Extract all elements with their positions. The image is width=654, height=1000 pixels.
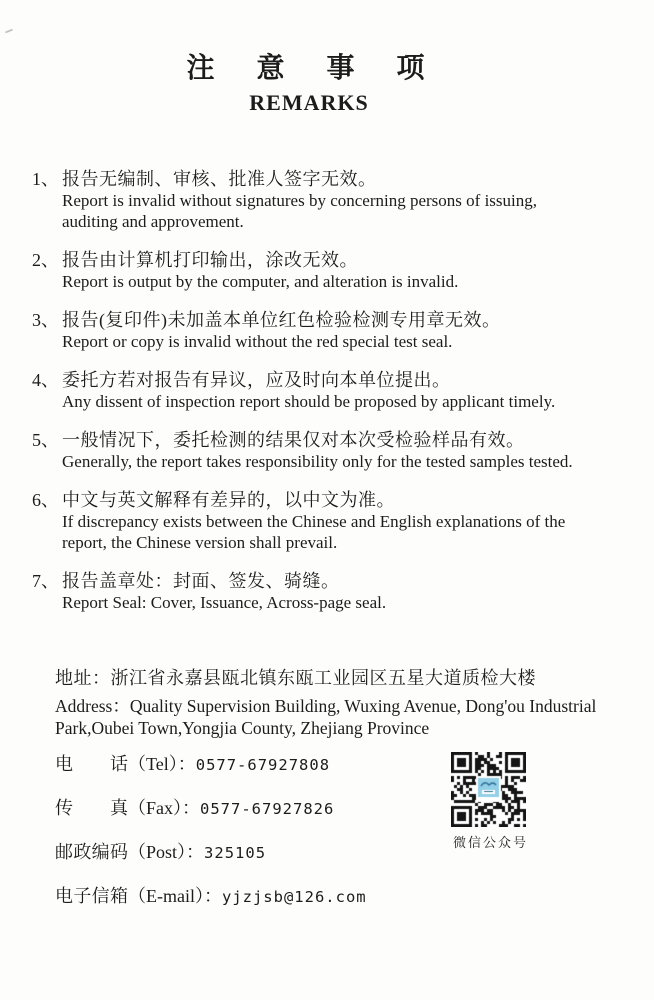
remark-item-6 <box>32 489 638 553</box>
remark-number: 4、 <box>32 370 59 390</box>
remark-number: 5、 <box>32 430 59 450</box>
remark-english-text: report, the Chinese version shall prevail. <box>62 533 338 552</box>
remark-chinese-text: 一般情况下，委托检测的结果仅对本次受检验样品有效。 <box>62 430 525 450</box>
remark-english-text: Any dissent of inspection report should be proposed by applicant timely. <box>62 392 556 411</box>
fax-number: 0577-67927826 <box>200 800 335 818</box>
scan-artifact <box>5 29 13 34</box>
address-english: Address：Quality Supervision Building, Wuxing Avenue, Dong'ou Industrial <box>55 696 597 716</box>
address-english: Park,Oubei Town,Yongjia County, Zhejiang Province <box>55 718 430 738</box>
remark-chinese-text: 报告盖章处：封面、签发、骑缝。 <box>62 571 340 591</box>
telephone-number: 0577-67927808 <box>195 756 331 774</box>
remark-item-4 <box>32 369 638 412</box>
contact-info <box>55 753 445 929</box>
remark-english-text: Generally, the report takes responsibility only for the tested samples tested. <box>62 452 573 471</box>
email-tag: （E-mail）： <box>128 886 222 906</box>
postcode-row <box>55 841 445 864</box>
email-address: yjzjsb@126.com <box>221 888 367 906</box>
telephone-tag: （Tel）： <box>128 754 196 774</box>
fax-label: 传真 <box>55 798 128 818</box>
telephone-row <box>55 753 445 776</box>
remark-number: 7、 <box>32 571 59 591</box>
wechat-qr-block <box>451 752 535 851</box>
remark-item-1 <box>32 168 638 232</box>
remark-number: 2、 <box>32 250 59 270</box>
address-chinese: 地址：浙江省永嘉县瓯北镇东瓯工业园区五星大道质检大楼 <box>55 668 536 688</box>
address-block <box>55 666 630 739</box>
remark-item-5 <box>32 429 638 472</box>
remark-item-3 <box>32 309 638 352</box>
page-title-english: REMARKS <box>249 90 369 115</box>
fax-row <box>55 797 445 820</box>
remark-item-7 <box>32 570 638 613</box>
remark-english-text: Report Seal: Cover, Issuance, Across-page seal. <box>62 593 387 612</box>
postcode-label: 邮政编码 <box>55 842 128 862</box>
wechat-qr-code-icon <box>451 752 526 827</box>
wechat-qr-caption: 微信公众号 <box>453 835 529 850</box>
remark-english-text: Report is output by the computer, and alteration is invalid. <box>62 272 459 291</box>
remark-english-text: Report or copy is invalid without the red special test seal. <box>62 332 453 351</box>
telephone-label: 电话 <box>55 754 128 774</box>
remark-chinese-text: 委托方若对报告有异议，应及时向本单位提出。 <box>62 370 451 390</box>
postcode-tag: （Post）： <box>128 842 205 862</box>
remark-number: 1、 <box>32 169 59 189</box>
remark-chinese-text: 报告由计算机打印输出，涂改无效。 <box>62 250 358 270</box>
fax-tag: （Fax）： <box>128 798 200 818</box>
email-label: 电子信箱 <box>55 886 128 906</box>
remark-chinese-text: 报告(复印件)未加盖本单位红色检验检测专用章无效。 <box>62 310 501 330</box>
remarks-list <box>32 168 638 630</box>
remark-chinese-text: 报告无编制、审核、批准人签字无效。 <box>62 169 377 189</box>
remark-number: 3、 <box>32 310 59 330</box>
remark-number: 6、 <box>32 490 59 510</box>
remark-english-text: Report is invalid without signatures by concerning persons of issuing, <box>62 191 537 210</box>
remark-chinese-text: 中文与英文解释有差异的，以中文为准。 <box>62 490 395 510</box>
remark-english-text: If discrepancy exists between the Chinese and English explanations of the <box>62 512 566 531</box>
page-title-chinese: 注 意 事 项 <box>186 53 432 84</box>
email-row <box>55 885 445 908</box>
postcode-value: 325105 <box>204 844 267 862</box>
remark-item-2 <box>32 249 638 292</box>
remark-english-text: auditing and approvement. <box>62 212 244 231</box>
